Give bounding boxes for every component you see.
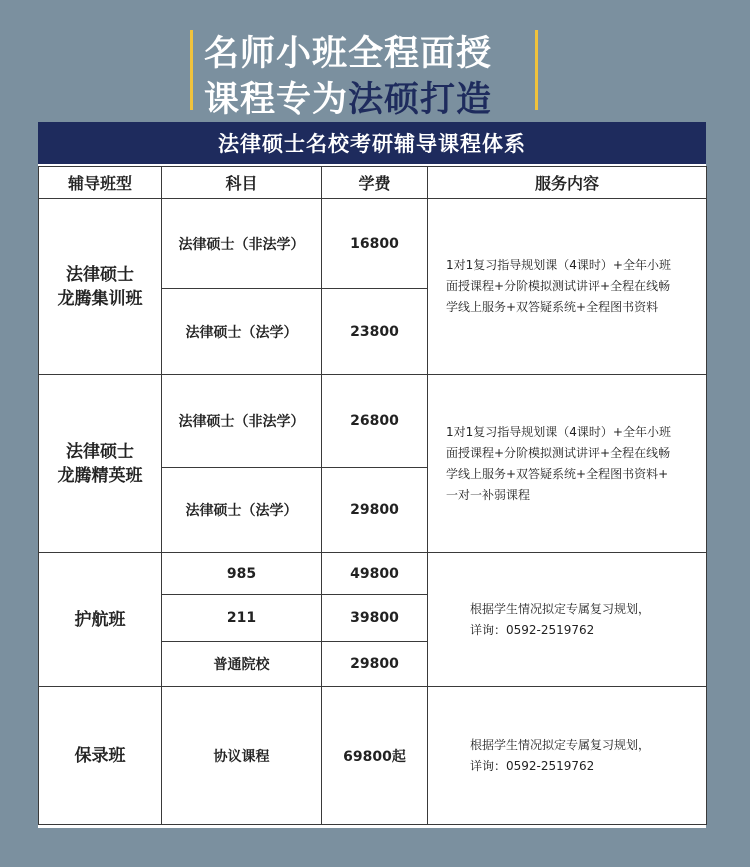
class-name-cell: 保录班	[39, 687, 162, 825]
fee-cell: 69800起	[322, 687, 428, 825]
subject-cell: 法律硕士（非法学）	[162, 375, 322, 468]
service-line: 1对1复习指导规划课（4课时）+全年小班	[446, 424, 671, 439]
subject-cell: 985	[162, 553, 322, 595]
header-subject: 科目	[162, 167, 322, 199]
class-name-cell	[39, 375, 162, 553]
service-cell	[428, 687, 707, 825]
fee-cell: 39800	[322, 595, 428, 642]
header-class-type: 辅导班型	[39, 167, 162, 199]
fee-cell: 26800	[322, 375, 428, 468]
table-row	[39, 199, 707, 289]
subject-cell: 法律硕士（法学）	[162, 289, 322, 375]
service-line: 学线上服务+双答疑系统+全程图书资料	[446, 300, 659, 314]
table-row	[39, 687, 707, 825]
service-line: 面授课程+分阶模拟测试讲评+全程在线畅	[446, 279, 671, 293]
class-name-line: 法律硕士	[66, 441, 134, 462]
fee-cell: 23800	[322, 289, 428, 375]
header-title-line1: 名师小班全程面授	[204, 34, 493, 74]
service-line: 详询：0592-2519762	[470, 622, 595, 637]
service-line: 根据学生情况拟定专属复习规划，	[470, 737, 651, 752]
course-table-panel	[38, 122, 706, 828]
service-cell	[428, 199, 707, 375]
class-name-line: 法律硕士	[66, 264, 134, 285]
table-row	[39, 553, 707, 595]
service-line: 详询：0592-2519762	[470, 758, 595, 773]
service-cell	[428, 375, 707, 553]
header-right-bar	[535, 30, 538, 110]
service-line: 根据学生情况拟定专属复习规划，	[470, 601, 651, 616]
fee-cell: 16800	[322, 199, 428, 289]
header-left-bar	[190, 30, 193, 110]
subject-cell: 协议课程	[162, 687, 322, 825]
header-title-prefix: 课程专为	[204, 80, 349, 120]
header-title-highlight: 法硕打造	[348, 80, 493, 120]
table-row	[39, 375, 707, 468]
subject-cell: 普通院校	[162, 642, 322, 687]
class-name-line: 龙腾集训班	[57, 288, 143, 309]
subject-cell: 211	[162, 595, 322, 642]
fee-cell: 29800	[322, 642, 428, 687]
course-table	[38, 166, 707, 825]
header-fee: 学费	[322, 167, 428, 199]
subject-cell: 法律硕士（法学）	[162, 468, 322, 553]
service-line: 1对1复习指导规划课（4课时）+全年小班	[446, 258, 671, 272]
fee-cell: 49800	[322, 553, 428, 595]
table-header-row	[39, 167, 707, 199]
class-name-cell	[39, 199, 162, 375]
fee-cell: 29800	[322, 468, 428, 553]
service-line: 面授课程+分阶模拟测试讲评+全程在线畅	[446, 445, 671, 460]
service-line: 一对一补弱课程	[446, 487, 531, 502]
subject-cell: 法律硕士（非法学）	[162, 199, 322, 289]
class-name-line: 龙腾精英班	[57, 465, 143, 486]
header-title-line2	[204, 72, 534, 122]
service-cell	[428, 553, 707, 687]
class-name-cell: 护航班	[39, 553, 162, 687]
header-service: 服务内容	[428, 167, 707, 199]
header	[0, 0, 750, 122]
service-line: 学线上服务+双答疑系统+全程图书资料+	[446, 466, 669, 481]
table-banner: 法律硕士名校考研辅导课程体系	[38, 122, 706, 164]
